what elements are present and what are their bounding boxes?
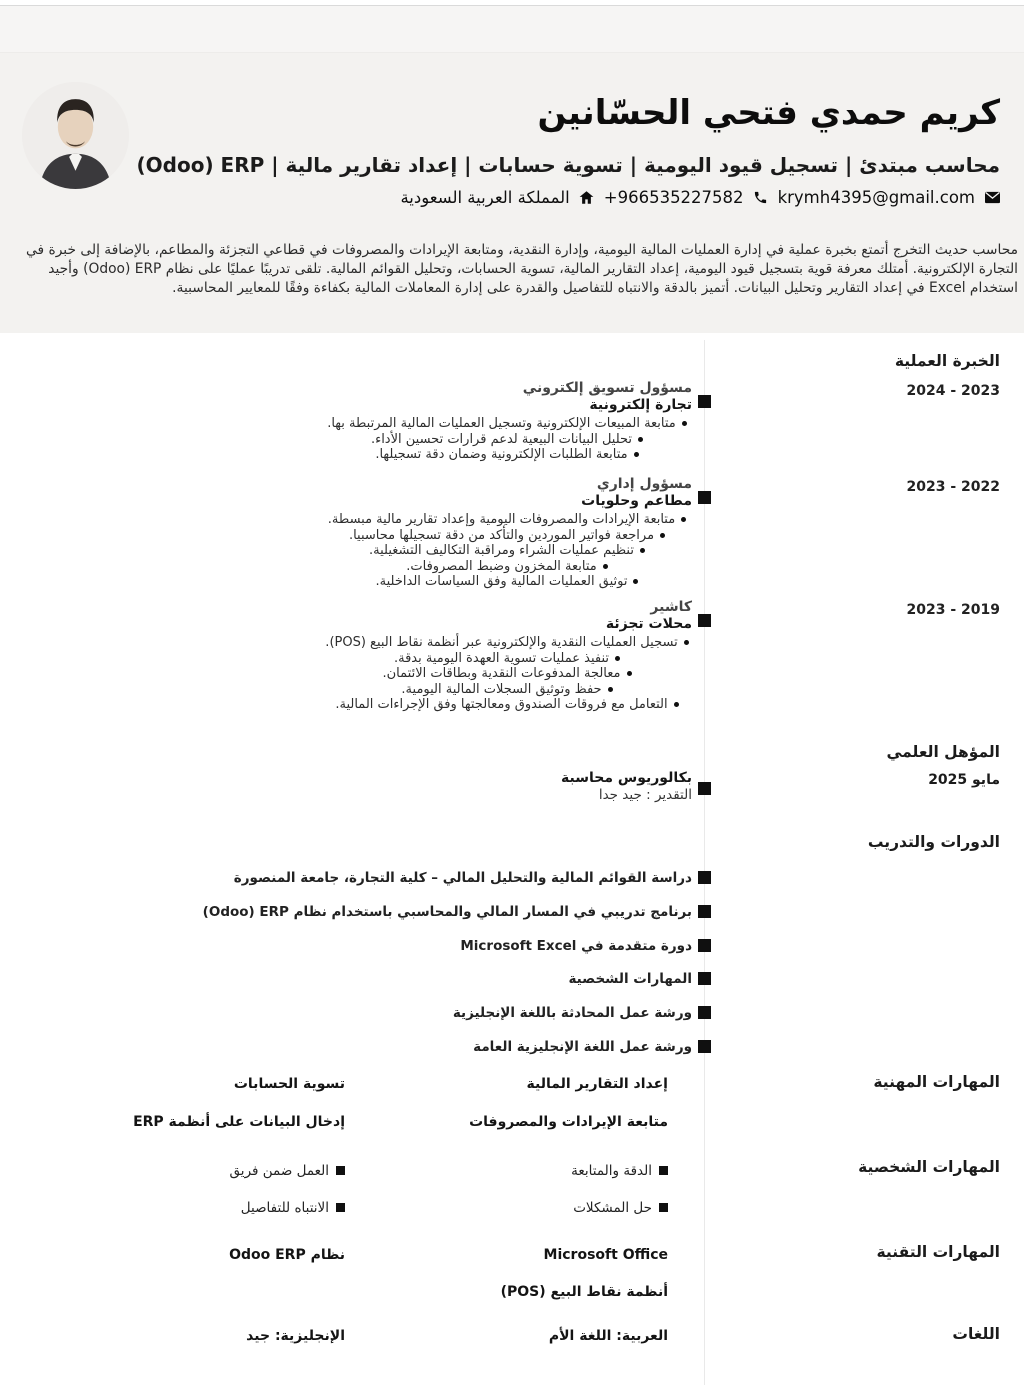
contact-row xyxy=(400,188,1000,207)
job-bullet xyxy=(322,528,692,544)
timeline-square-icon xyxy=(698,871,711,884)
bullet-dot-icon xyxy=(684,640,689,645)
header-band-top-strip xyxy=(0,6,1024,53)
timeline-square-icon xyxy=(698,491,711,504)
location-value: المملكة العربية السعودية xyxy=(400,188,570,207)
job-bullets xyxy=(322,635,692,713)
job-bullet xyxy=(322,651,692,667)
job-entry xyxy=(322,599,692,713)
professional-skill: تسوية الحسابات xyxy=(233,1076,345,1092)
job-bullet xyxy=(322,682,692,698)
square-bullet-icon xyxy=(659,1166,668,1175)
bullet-dot-icon xyxy=(640,548,645,553)
language-item: العربية: اللغة الأم xyxy=(548,1328,668,1344)
technical-skill: أنظمة نقاط البيع ‎(POS) xyxy=(500,1284,668,1300)
course-item: برنامج تدريبي في المسار المالي والمحاسبي باستخدام نظام ‎(Odoo) ERP xyxy=(202,904,692,920)
personal-skill xyxy=(573,1199,668,1217)
job-bullet-text: تسجيل العمليات النقدية والإلكترونية عبر أنظمة نقاط البيع ‎(POS). xyxy=(325,635,678,650)
bullet-dot-icon xyxy=(633,579,638,584)
job-bullet xyxy=(322,416,692,432)
personal-skill xyxy=(241,1199,345,1217)
headline: محاسب مبتدئ | تسجيل قيود اليومية | تسوية حسابات | إعداد تقارير مالية | ‎(Odoo) ERP xyxy=(136,153,1000,177)
technical-skill: Microsoft Office xyxy=(543,1247,668,1263)
person-portrait-icon xyxy=(22,82,129,189)
job-date: 2023 - 2019 xyxy=(906,602,1000,618)
education-date: مايو 2025 xyxy=(928,772,1000,788)
job-date: 2024 - 2023 xyxy=(906,383,1000,399)
job-bullet-text: التعامل مع فروقات الصندوق ومعالجتها وفق الإجراءات المالية. xyxy=(335,697,668,712)
personal-skill xyxy=(571,1162,668,1180)
job-date: 2023 - 2022 xyxy=(906,479,1000,495)
timeline-square-icon xyxy=(698,905,711,918)
job-bullet xyxy=(322,447,692,463)
profile-summary: محاسب حديث التخرج أتمتع بخبرة عملية في إدارة العمليات المالية اليومية، وإدارة النقدية، ومتابعة الإيرادات والمصروفات في قطاعي التجزئة والمطاعم، بالإضافة إلى خبرة في التجارة الإلكترونية. أمتلك معرفة قوية بتسجيل قيود اليومية، إعداد التقارير المالية، تسوية الحسابات، وتحليل القوائم المالية. تلقى تدريبًا عمليًا على نظام ‎(Odoo) ERP وأجيد استخدام Excel في إعداد التقارير وتحليل البيانات. أتميز بالدقة والانتباه للتفاصيل والقدرة على إدارة المعاملات المالية بكفاءة وفقًا للمعايير المحاسبية. xyxy=(25,242,1018,296)
course-item: دورة متقدمة في Microsoft Excel xyxy=(460,938,692,954)
job-bullet xyxy=(322,666,692,682)
section-title-courses: الدورات والتدريب xyxy=(867,833,1000,851)
job-bullets xyxy=(322,416,692,463)
phone-icon xyxy=(753,190,769,206)
job-entry xyxy=(322,380,692,463)
job-role: كاشير xyxy=(650,599,692,615)
course-item: ورشة عمل المحادثة باللغة الإنجليزية xyxy=(452,1005,692,1021)
home-icon xyxy=(579,190,595,206)
bullet-dot-icon xyxy=(603,564,608,569)
job-bullet xyxy=(322,635,692,651)
job-bullet-text: حفظ وتوثيق السجلات المالية اليومية. xyxy=(401,681,602,697)
bullet-dot-icon xyxy=(627,671,632,676)
job-organization: تجارة إلكترونية xyxy=(589,397,692,413)
job-bullet-text: متابعة المخزون وضبط المصروفات. xyxy=(406,558,597,574)
professional-skill: متابعة الإيرادات والمصروفات xyxy=(469,1114,668,1130)
section-title-professional-skills: المهارات المهنية xyxy=(873,1073,1000,1091)
job-bullet xyxy=(322,697,692,713)
job-bullet-text: تنفيذ عمليات تسوية العهدة اليومية بدقة. xyxy=(393,650,610,666)
square-bullet-icon xyxy=(659,1203,668,1212)
job-entry xyxy=(322,476,692,590)
job-bullet xyxy=(322,512,692,528)
personal-skill-text: العمل ضمن فريق xyxy=(229,1163,329,1179)
section-title-experience: الخبرة العملية xyxy=(894,352,1000,370)
bullet-dot-icon xyxy=(638,437,643,442)
job-organization: مطاعم وحلويات xyxy=(581,493,692,509)
language-item: الإنجليزية: جيد xyxy=(246,1328,345,1344)
timeline-square-icon xyxy=(698,395,711,408)
section-title-education: المؤهل العلمي xyxy=(886,743,1000,761)
personal-skill xyxy=(230,1162,345,1180)
job-bullet xyxy=(322,432,692,448)
job-bullets xyxy=(322,512,692,590)
timeline-square-icon xyxy=(698,939,711,952)
section-title-personal-skills: المهارات الشخصية xyxy=(858,1158,1000,1176)
professional-skill: إدخال البيانات على أنظمة ERP xyxy=(133,1114,345,1130)
timeline-square-icon xyxy=(698,1040,711,1053)
personal-skill-text: الانتباه للتفاصيل xyxy=(240,1200,329,1216)
personal-skill-text: الدقة والمتابعة xyxy=(571,1163,652,1179)
profile-photo xyxy=(22,82,129,189)
timeline-square-icon xyxy=(698,1006,711,1019)
degree-title: بكالوريوس محاسبة xyxy=(561,770,692,786)
job-bullet xyxy=(322,574,692,590)
job-organization: محلات تجزئة xyxy=(605,616,692,632)
bullet-dot-icon xyxy=(681,517,686,522)
bullet-dot-icon xyxy=(682,421,687,426)
job-bullet-text: مراجعة فواتير الموردين والتأكد من دقة تسجيلها محاسبيا. xyxy=(348,527,655,543)
degree-grade: التقدير : جيد جدا xyxy=(598,787,692,803)
section-title-technical-skills: المهارات التقنية xyxy=(876,1243,1000,1261)
phone-value: +966535227582 xyxy=(603,188,744,207)
job-bullet-text: تنظيم عمليات الشراء ومراقبة التكاليف التشغيلية. xyxy=(369,543,634,558)
personal-skill-text: حل المشكلات xyxy=(573,1200,652,1216)
course-item: ورشة عمل اللغة الإنجليزية العامة xyxy=(473,1039,692,1055)
timeline-square-icon xyxy=(698,972,711,985)
education-entry xyxy=(561,770,692,804)
email-value: krymh4395@gmail.com xyxy=(777,188,975,207)
envelope-icon xyxy=(984,190,1000,206)
bullet-dot-icon xyxy=(660,533,665,538)
job-bullet-text: متابعة الطلبات الإلكترونية وضمان دقة تسجيلها. xyxy=(375,447,628,462)
bullet-dot-icon xyxy=(608,687,613,692)
course-item: دراسة القوائم المالية والتحليل المالي – كلية التجارة، جامعة المنصورة xyxy=(233,870,692,886)
course-item: المهارات الشخصية xyxy=(568,971,692,987)
bullet-dot-icon xyxy=(615,656,620,661)
job-bullet-text: متابعة المبيعات الإلكترونية وتسجيل العمليات المالية المرتبطة بها. xyxy=(327,416,676,431)
bullet-dot-icon xyxy=(674,702,679,707)
bullet-dot-icon xyxy=(634,452,639,457)
timeline-square-icon xyxy=(698,614,711,627)
job-bullet xyxy=(322,559,692,575)
timeline-square-icon xyxy=(698,782,711,795)
job-bullet-text: تحليل البيانات البيعية لدعم قرارات تحسين الأداء. xyxy=(370,431,633,447)
section-title-languages: اللغات xyxy=(952,1325,1000,1343)
square-bullet-icon xyxy=(336,1203,345,1212)
professional-skill: إعداد التقارير المالية xyxy=(526,1076,668,1092)
job-bullet-text: توثيق العمليات المالية وفق السياسات الداخلية. xyxy=(375,574,628,589)
technical-skill: نظام Odoo ERP xyxy=(229,1247,345,1263)
job-bullet xyxy=(322,543,692,559)
job-bullet-text: متابعة الإيرادات والمصروفات اليومية وإعداد تقارير مالية مبسطة. xyxy=(327,512,676,527)
job-bullet-text: معالجة المدفوعات النقدية وبطاقات الائتمان. xyxy=(382,666,621,681)
candidate-name: كريم حمدي فتحي الحسّانين xyxy=(537,93,1000,133)
job-role: مسؤول إداري xyxy=(596,476,692,492)
job-role: مسؤول تسويق إلكتروني xyxy=(522,380,692,396)
square-bullet-icon xyxy=(336,1166,345,1175)
